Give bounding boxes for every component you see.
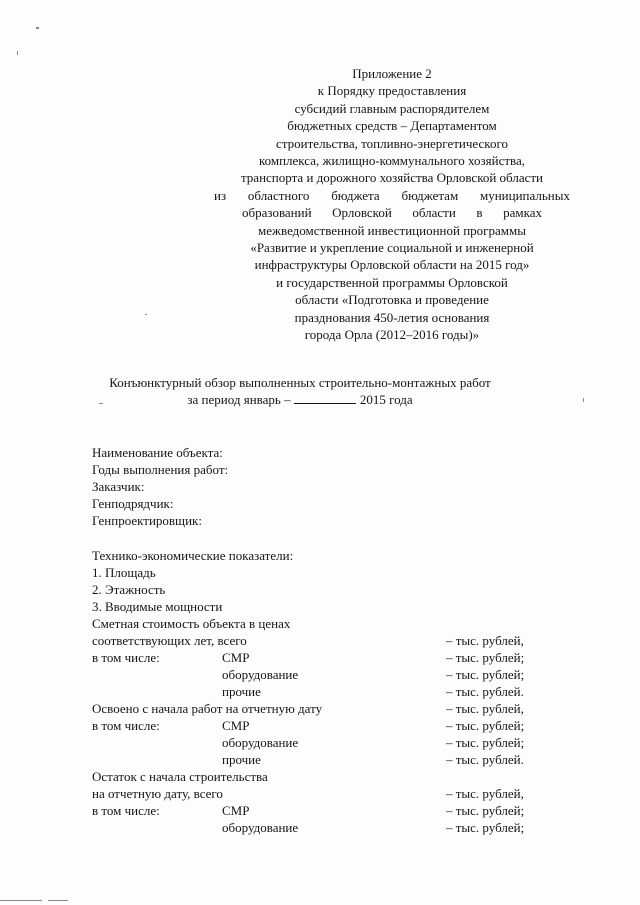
appendix-line: и государственной программы Орловской bbox=[276, 274, 508, 290]
unit-label: – тыс. рублей, bbox=[446, 701, 524, 716]
appendix-line: инфраструктуры Орловской области на 2015 год» bbox=[254, 257, 530, 273]
appendix-line: межведомственной инвестиционной программы bbox=[258, 222, 526, 238]
scan-mark bbox=[583, 398, 584, 402]
scan-mark bbox=[0, 900, 42, 901]
unit-label: – тыс. рублей. bbox=[446, 684, 524, 699]
unit-label: – тыс. рублей; bbox=[446, 718, 525, 733]
including-label: в том числе: bbox=[92, 650, 160, 665]
unit-label: – тыс. рублей, bbox=[446, 633, 524, 648]
period-suffix: 2015 года bbox=[359, 392, 413, 408]
title-period-line bbox=[40, 391, 560, 408]
appendix-line: к Порядку предоставления bbox=[317, 83, 467, 99]
scan-mark bbox=[17, 51, 18, 55]
appendix-line: празднования 450-летия основания bbox=[294, 309, 490, 325]
remainder-label: Остаток с начала строительства bbox=[92, 769, 268, 784]
smr-label: СМР bbox=[222, 718, 250, 733]
appendix-line: города Орла (2012–2016 годы)» bbox=[304, 327, 480, 343]
smr-label: СМР bbox=[222, 803, 250, 818]
indicator-item: 2. Этажность bbox=[92, 582, 166, 597]
field-customer: Заказчик: bbox=[92, 479, 145, 494]
mastered-label: Освоено с начала работ на отчетную дату bbox=[92, 701, 323, 716]
document-title bbox=[40, 374, 560, 409]
estimate-cost-label: Сметная стоимость объекта в ценах bbox=[92, 616, 291, 631]
unit-label: – тыс. рублей, bbox=[446, 786, 524, 801]
appendix-header bbox=[196, 65, 588, 344]
scan-mark bbox=[145, 314, 147, 315]
including-label: в том числе: bbox=[92, 718, 160, 733]
field-object-name: Наименование объекта: bbox=[92, 445, 223, 460]
indicators-heading: Технико-экономические показатели: bbox=[92, 548, 294, 563]
scan-mark bbox=[36, 27, 39, 29]
appendix-line: субсидий главным распорядителем bbox=[294, 100, 490, 116]
title-line: Конъюнктурный обзор выполненных строительно-монтажных работ bbox=[109, 375, 491, 390]
period-blank bbox=[294, 392, 356, 404]
field-general-contractor: Генподрядчик: bbox=[92, 496, 174, 511]
indicator-item: 1. Площадь bbox=[92, 565, 156, 580]
estimate-cost-label: соответствующих лет, всего bbox=[92, 633, 247, 648]
other-label: прочие bbox=[222, 684, 261, 699]
appendix-line: образований Орловской области в рамках bbox=[242, 205, 542, 221]
period-prefix: за период январь – bbox=[187, 392, 291, 408]
appendix-line: из областного бюджета бюджетам муниципальных bbox=[214, 187, 570, 203]
equipment-label: оборудование bbox=[222, 735, 299, 750]
equipment-label: оборудование bbox=[222, 667, 299, 682]
unit-label: – тыс. рублей. bbox=[446, 752, 524, 767]
indicator-item: 3. Вводимые мощности bbox=[92, 599, 223, 614]
field-work-years: Годы выполнения работ: bbox=[92, 462, 229, 477]
appendix-line: области «Подготовка и проведение bbox=[295, 292, 489, 308]
field-general-designer: Генпроектировщик: bbox=[92, 513, 202, 528]
unit-label: – тыс. рублей; bbox=[446, 650, 525, 665]
appendix-line: комплекса, жилищно-коммунального хозяйства, bbox=[258, 153, 526, 169]
unit-label: – тыс. рублей; bbox=[446, 803, 525, 818]
remainder-label: на отчетную дату, всего bbox=[92, 786, 223, 801]
equipment-label: оборудование bbox=[222, 820, 299, 835]
appendix-line: строительства, топливно-энергетического bbox=[276, 135, 508, 151]
appendix-line: Приложение 2 bbox=[352, 66, 432, 81]
unit-label: – тыс. рублей; bbox=[446, 820, 525, 835]
including-label: в том числе: bbox=[92, 803, 160, 818]
appendix-line: бюджетных средств – Департаментом bbox=[287, 118, 497, 134]
unit-label: – тыс. рублей; bbox=[446, 667, 525, 682]
appendix-line: транспорта и дорожного хозяйства Орловской области bbox=[240, 170, 544, 186]
appendix-line: «Развитие и укрепление социальной и инженерной bbox=[250, 240, 534, 256]
smr-label: СМР bbox=[222, 650, 250, 665]
scan-mark bbox=[48, 900, 68, 901]
unit-label: – тыс. рублей; bbox=[446, 735, 525, 750]
other-label: прочие bbox=[222, 752, 261, 767]
